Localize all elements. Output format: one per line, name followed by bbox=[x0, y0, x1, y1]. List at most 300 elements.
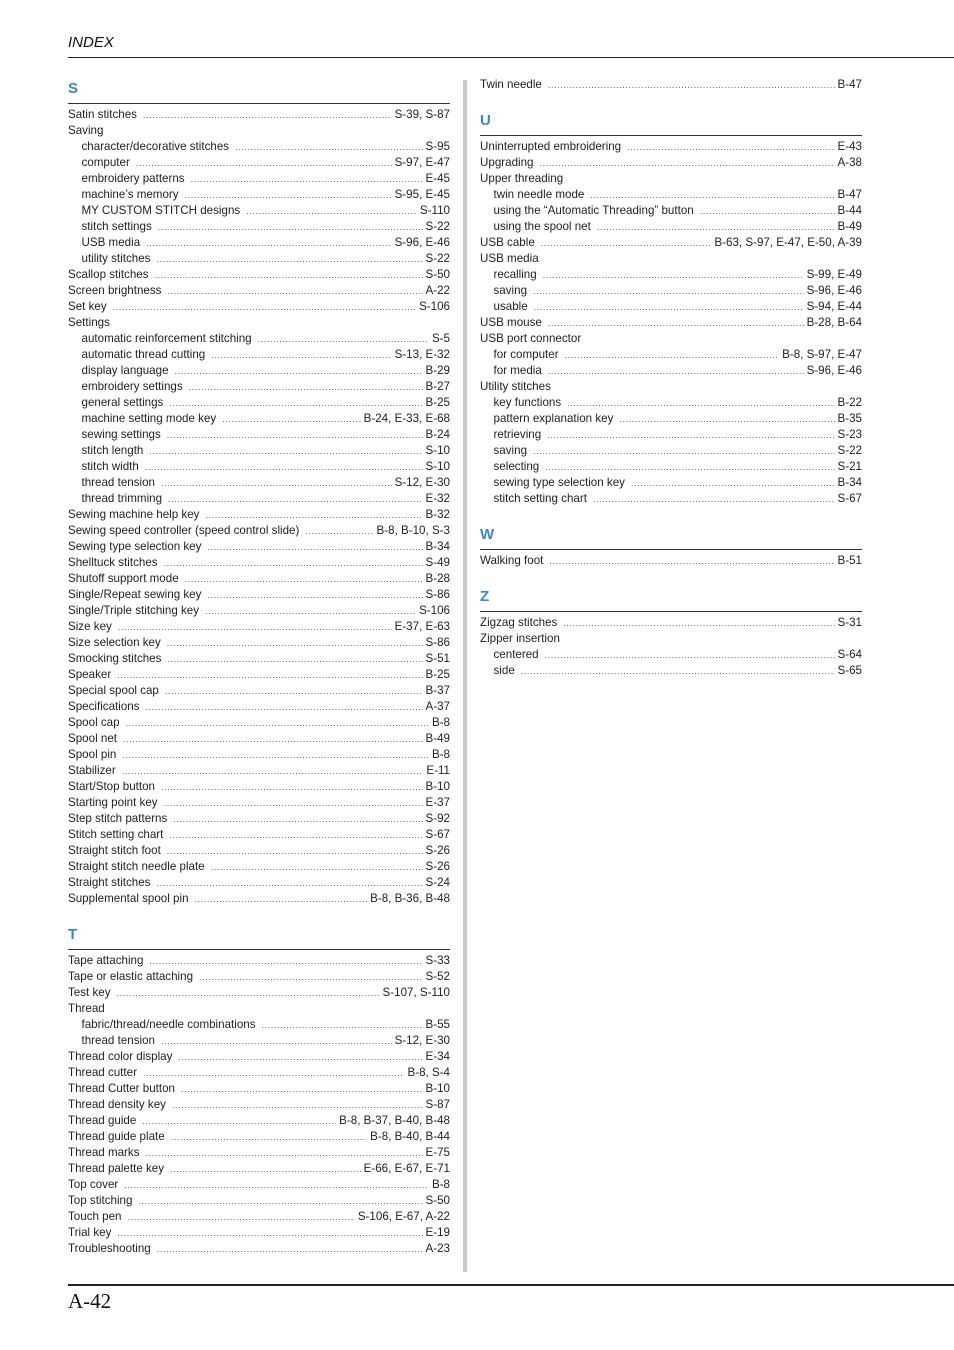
page-references: S-12, E-30 bbox=[394, 476, 450, 489]
dot-leader bbox=[155, 267, 423, 283]
index-term: pattern explanation key bbox=[493, 412, 614, 425]
index-term: thread tension bbox=[81, 1034, 155, 1047]
page-references: S-31 bbox=[837, 616, 862, 629]
page-references: B-34 bbox=[425, 540, 450, 553]
dot-leader bbox=[171, 1129, 367, 1145]
index-entry bbox=[68, 1129, 450, 1145]
index-term: Stabilizer bbox=[68, 764, 116, 777]
page-references: B-49 bbox=[425, 732, 450, 745]
index-term: USB port connector bbox=[480, 332, 582, 345]
page-references: E-66, E-67, E-71 bbox=[363, 1162, 450, 1175]
page-references: S-106 bbox=[419, 300, 450, 313]
page-references: B-32 bbox=[425, 508, 450, 521]
index-term: Uninterrupted embroidering bbox=[480, 140, 622, 153]
index-term: sewing settings bbox=[81, 428, 161, 441]
index-term: embroidery settings bbox=[81, 380, 183, 393]
section-letter: Z bbox=[480, 588, 490, 605]
index-term: Step stitch patterns bbox=[68, 812, 168, 825]
dot-leader bbox=[185, 187, 392, 203]
dot-leader bbox=[627, 139, 834, 155]
index-entry bbox=[68, 683, 450, 699]
index-entry bbox=[480, 331, 862, 347]
index-term: Special spool cap bbox=[68, 684, 159, 697]
index-term: Settings bbox=[68, 316, 110, 329]
index-entry bbox=[68, 1177, 450, 1193]
index-term: Sewing type selection key bbox=[68, 540, 202, 553]
page-references: S-23 bbox=[837, 428, 862, 441]
dot-leader bbox=[593, 491, 835, 507]
index-term: Sewing machine help key bbox=[68, 508, 200, 521]
index-entry bbox=[68, 843, 450, 859]
dot-leader bbox=[117, 985, 380, 1001]
dot-leader bbox=[631, 475, 835, 491]
page-references: B-28 bbox=[425, 572, 450, 585]
index-term: stitch settings bbox=[81, 220, 152, 233]
page-references: S-51 bbox=[425, 652, 450, 665]
index-subentry bbox=[68, 155, 450, 171]
dot-leader bbox=[541, 235, 712, 251]
page-references: S-95, E-45 bbox=[394, 188, 450, 201]
dot-leader bbox=[567, 395, 834, 411]
index-entry bbox=[68, 587, 450, 603]
index-subentry bbox=[480, 283, 862, 299]
index-entry bbox=[480, 379, 862, 395]
index-term: Twin needle bbox=[480, 78, 542, 91]
index-entry bbox=[68, 1081, 450, 1097]
index-term: selecting bbox=[493, 460, 540, 473]
dot-leader bbox=[164, 555, 423, 571]
index-entry bbox=[68, 299, 450, 315]
index-subentry bbox=[68, 1033, 450, 1049]
index-term: Satin stitches bbox=[68, 108, 137, 121]
index-term: Shelltuck stitches bbox=[68, 556, 158, 569]
index-subentry bbox=[68, 1017, 450, 1033]
index-entry bbox=[68, 283, 450, 299]
page-references: B-8 bbox=[431, 1178, 450, 1191]
page-references: S-87 bbox=[425, 1098, 450, 1111]
index-term: saving bbox=[493, 444, 528, 457]
index-entry bbox=[68, 107, 450, 123]
index-entry bbox=[68, 1097, 450, 1113]
index-subentry bbox=[480, 475, 862, 491]
page-references: S-26 bbox=[425, 860, 450, 873]
index-entry bbox=[68, 1113, 450, 1129]
index-term: Utility stitches bbox=[480, 380, 551, 393]
index-entry bbox=[68, 1241, 450, 1257]
page-references: S-96, E-46 bbox=[806, 284, 862, 297]
index-term: for computer bbox=[493, 348, 559, 361]
dot-leader bbox=[185, 571, 423, 587]
index-subentry bbox=[480, 647, 862, 663]
dot-leader bbox=[181, 1081, 423, 1097]
page-references: S-86 bbox=[425, 636, 450, 649]
index-entry bbox=[68, 1049, 450, 1065]
index-term: Trial key bbox=[68, 1226, 112, 1239]
dot-leader bbox=[146, 235, 391, 251]
index-entry bbox=[68, 1065, 450, 1081]
dot-leader bbox=[563, 615, 834, 631]
index-term: Smocking stitches bbox=[68, 652, 162, 665]
index-subentry bbox=[480, 347, 862, 363]
dot-leader bbox=[167, 635, 423, 651]
index-term: Single/Triple stitching key bbox=[68, 604, 200, 617]
index-entry bbox=[68, 555, 450, 571]
page-references: B-8, B-37, B-40, B-48 bbox=[339, 1114, 450, 1127]
page-references: S-22 bbox=[425, 220, 450, 233]
index-entry bbox=[68, 827, 450, 843]
page-references: S-65 bbox=[837, 664, 862, 677]
page-references: S-10 bbox=[425, 444, 450, 457]
dot-leader bbox=[113, 299, 416, 315]
index-term: Upgrading bbox=[480, 156, 534, 169]
index-term: Thread palette key bbox=[68, 1162, 165, 1175]
page-references: S-106, E-67, A-22 bbox=[357, 1210, 450, 1223]
page-references: B-47 bbox=[837, 78, 862, 91]
index-term: key functions bbox=[493, 396, 562, 409]
index-term: for media bbox=[493, 364, 542, 377]
index-subentry bbox=[480, 411, 862, 427]
dot-leader bbox=[169, 827, 422, 843]
column-separator bbox=[463, 80, 467, 1272]
index-term: Size selection key bbox=[68, 636, 161, 649]
page-references: B-24, E-33, E-68 bbox=[363, 412, 450, 425]
index-entry bbox=[68, 603, 450, 619]
index-entry bbox=[480, 171, 862, 187]
page-references: B-8 bbox=[431, 716, 450, 729]
dot-leader bbox=[191, 171, 423, 187]
page-references: B-37 bbox=[425, 684, 450, 697]
page-references: E-19 bbox=[425, 1226, 450, 1239]
dot-leader bbox=[540, 155, 835, 171]
dot-leader bbox=[305, 523, 373, 539]
dot-leader bbox=[235, 139, 422, 155]
index-entry bbox=[68, 859, 450, 875]
index-entry bbox=[68, 715, 450, 731]
dot-leader bbox=[124, 1177, 429, 1193]
index-term: Spool cap bbox=[68, 716, 120, 729]
dot-leader bbox=[149, 443, 422, 459]
page-references: S-13, E-32 bbox=[394, 348, 450, 361]
page-references: S-24 bbox=[425, 876, 450, 889]
page-references: B-25 bbox=[425, 396, 450, 409]
page-references: S-22 bbox=[425, 252, 450, 265]
dot-leader bbox=[258, 331, 429, 347]
page-references: B-8 bbox=[431, 748, 450, 761]
index-entry bbox=[68, 507, 450, 523]
page-references: S-39, S-87 bbox=[394, 108, 450, 121]
index-entry bbox=[68, 699, 450, 715]
index-term: Thread bbox=[68, 1002, 105, 1015]
index-term: utility stitches bbox=[81, 252, 151, 265]
index-term: Thread color display bbox=[68, 1050, 173, 1063]
index-entry bbox=[68, 953, 450, 969]
page-references: B-22 bbox=[837, 396, 862, 409]
dot-leader bbox=[136, 155, 392, 171]
index-term: saving bbox=[493, 284, 528, 297]
index-entry bbox=[480, 155, 862, 171]
index-entry bbox=[68, 795, 450, 811]
page-references: E-11 bbox=[426, 764, 450, 777]
page-references: S-96, E-46 bbox=[806, 364, 862, 377]
dot-leader bbox=[195, 891, 368, 907]
page-references: S-21 bbox=[837, 460, 862, 473]
index-subentry bbox=[480, 491, 862, 507]
page-references: B-55 bbox=[425, 1018, 450, 1031]
index-term: Straight stitch foot bbox=[68, 844, 161, 857]
index-term: Thread density key bbox=[68, 1098, 166, 1111]
index-subentry bbox=[68, 475, 450, 491]
index-entry bbox=[68, 123, 450, 139]
index-term: Specifications bbox=[68, 700, 140, 713]
index-term: retrieving bbox=[493, 428, 542, 441]
index-term: Straight stitch needle plate bbox=[68, 860, 205, 873]
dot-leader bbox=[143, 107, 392, 123]
page-references: S-52 bbox=[425, 970, 450, 983]
page-references: S-50 bbox=[425, 268, 450, 281]
page-references: E-34 bbox=[425, 1050, 450, 1063]
index-subentry bbox=[68, 411, 450, 427]
index-entry bbox=[68, 267, 450, 283]
index-term: Single/Repeat sewing key bbox=[68, 588, 202, 601]
index-term: Top stitching bbox=[68, 1194, 133, 1207]
dot-leader bbox=[205, 603, 416, 619]
page-references: S-12, E-30 bbox=[394, 1034, 450, 1047]
dot-leader bbox=[157, 1241, 423, 1257]
dot-leader bbox=[590, 187, 834, 203]
dot-leader bbox=[545, 647, 835, 663]
dot-leader bbox=[199, 969, 422, 985]
dot-leader bbox=[164, 795, 423, 811]
index-entry bbox=[480, 235, 862, 251]
index-entry bbox=[68, 779, 450, 795]
index-term: character/decorative stitches bbox=[81, 140, 230, 153]
index-term: embroidery patterns bbox=[81, 172, 185, 185]
index-subentry bbox=[68, 363, 450, 379]
dot-leader bbox=[549, 553, 834, 569]
dot-leader bbox=[548, 363, 804, 379]
dot-leader bbox=[123, 731, 423, 747]
index-term: Sewing speed controller (speed control slide) bbox=[68, 524, 300, 537]
index-entry bbox=[480, 553, 862, 569]
index-term: Thread guide plate bbox=[68, 1130, 165, 1143]
page-references: B-10 bbox=[425, 1082, 450, 1095]
index-term: Screen brightness bbox=[68, 284, 162, 297]
page-references: S-22 bbox=[837, 444, 862, 457]
index-term: Starting point key bbox=[68, 796, 158, 809]
section-letter: U bbox=[480, 112, 491, 129]
page-references: S-50 bbox=[425, 1194, 450, 1207]
index-term: sewing type selection key bbox=[493, 476, 625, 489]
index-term: Start/Stop button bbox=[68, 780, 156, 793]
index-term: using the spool net bbox=[493, 220, 591, 233]
page-references: B-27 bbox=[425, 380, 450, 393]
index-term: automatic reinforcement stitching bbox=[81, 332, 252, 345]
index-entry bbox=[480, 139, 862, 155]
index-term: Spool net bbox=[68, 732, 117, 745]
page-references: A-23 bbox=[425, 1242, 450, 1255]
index-subentry bbox=[68, 459, 450, 475]
index-entry bbox=[480, 631, 862, 647]
section-rule bbox=[68, 103, 450, 104]
dot-leader bbox=[222, 411, 360, 427]
index-term: Speaker bbox=[68, 668, 112, 681]
section-rule bbox=[480, 611, 862, 612]
index-entry bbox=[68, 875, 450, 891]
dot-leader bbox=[126, 715, 429, 731]
index-term: Straight stitches bbox=[68, 876, 151, 889]
index-term: Shutoff support mode bbox=[68, 572, 179, 585]
index-term: Zipper insertion bbox=[480, 632, 560, 645]
page-references: B-47 bbox=[837, 188, 862, 201]
dot-leader bbox=[122, 747, 429, 763]
index-subentry bbox=[480, 187, 862, 203]
section-letter: T bbox=[68, 926, 78, 943]
dot-leader bbox=[149, 953, 422, 969]
index-entry bbox=[68, 667, 450, 683]
index-term: Spool pin bbox=[68, 748, 117, 761]
dot-leader bbox=[168, 491, 422, 507]
page-references: B-28, B-64 bbox=[806, 316, 862, 329]
dot-leader bbox=[142, 1113, 336, 1129]
dot-leader bbox=[173, 811, 422, 827]
page-references: S-67 bbox=[837, 492, 862, 505]
index-entry bbox=[68, 315, 450, 331]
page-references: B-8, S-97, E-47 bbox=[782, 348, 862, 361]
dot-leader bbox=[189, 379, 423, 395]
index-subentry bbox=[480, 363, 862, 379]
index-term: general settings bbox=[81, 396, 164, 409]
index-term: Stitch setting chart bbox=[68, 828, 164, 841]
page-references: B-8, S-4 bbox=[407, 1066, 450, 1079]
index-term: stitch setting chart bbox=[493, 492, 587, 505]
dot-leader bbox=[565, 347, 780, 363]
dot-leader bbox=[207, 587, 422, 603]
index-term: Set key bbox=[68, 300, 107, 313]
page-number: A-42 bbox=[68, 1289, 112, 1313]
page-references: B-10 bbox=[425, 780, 450, 793]
dot-leader bbox=[700, 203, 835, 219]
dot-leader bbox=[547, 427, 834, 443]
index-column-left bbox=[68, 77, 450, 1257]
page-references: B-25 bbox=[425, 668, 450, 681]
index-term: centered bbox=[493, 648, 539, 661]
index-subentry bbox=[480, 219, 862, 235]
index-term: stitch length bbox=[81, 444, 144, 457]
index-subentry bbox=[480, 395, 862, 411]
index-subentry bbox=[68, 427, 450, 443]
page-references: S-10 bbox=[425, 460, 450, 473]
dot-leader bbox=[533, 443, 834, 459]
dot-leader bbox=[122, 763, 424, 779]
index-term: Tape attaching bbox=[68, 954, 144, 967]
index-term: machine’s memory bbox=[81, 188, 179, 201]
index-term: USB cable bbox=[480, 236, 535, 249]
index-subentry bbox=[480, 663, 862, 679]
index-entry bbox=[68, 651, 450, 667]
page-references: S-96, E-46 bbox=[394, 236, 450, 249]
index-term: usable bbox=[493, 300, 528, 313]
dot-leader bbox=[156, 251, 422, 267]
index-term: MY CUSTOM STITCH designs bbox=[81, 204, 241, 217]
index-entry bbox=[480, 77, 862, 93]
index-entry bbox=[68, 523, 450, 539]
index-entry bbox=[68, 1225, 450, 1241]
dot-leader bbox=[161, 779, 422, 795]
index-subentry bbox=[68, 331, 450, 347]
dot-leader bbox=[619, 411, 834, 427]
index-term: USB media bbox=[81, 236, 141, 249]
dot-leader bbox=[262, 1017, 423, 1033]
index-section bbox=[480, 93, 862, 507]
page-references: B-24 bbox=[425, 428, 450, 441]
index-subentry bbox=[480, 443, 862, 459]
index-term: Top cover bbox=[68, 1178, 119, 1191]
page-references: B-29 bbox=[425, 364, 450, 377]
section-letter: S bbox=[68, 80, 79, 97]
index-term: display language bbox=[81, 364, 169, 377]
dot-leader bbox=[143, 1065, 405, 1081]
dot-leader bbox=[597, 219, 835, 235]
page-references: S-94, E-44 bbox=[806, 300, 862, 313]
index-term: Thread Cutter button bbox=[68, 1082, 175, 1095]
index-entry bbox=[68, 811, 450, 827]
dot-leader bbox=[167, 651, 422, 667]
page-references: A-22 bbox=[425, 284, 450, 297]
section-rule bbox=[480, 549, 862, 550]
index-entry bbox=[68, 619, 450, 635]
page-references: B-63, S-97, E-47, E-50, A-39 bbox=[714, 236, 862, 249]
index-entry bbox=[68, 985, 450, 1001]
dot-leader bbox=[207, 539, 422, 555]
page-references: S-49 bbox=[425, 556, 450, 569]
page-references: B-34 bbox=[837, 476, 862, 489]
index-entry bbox=[68, 731, 450, 747]
index-subentry bbox=[480, 427, 862, 443]
dot-leader bbox=[169, 395, 422, 411]
index-term: Size key bbox=[68, 620, 112, 633]
dot-leader bbox=[161, 1033, 392, 1049]
dot-leader bbox=[165, 683, 423, 699]
dot-leader bbox=[117, 1225, 422, 1241]
page-references: S-107, S-110 bbox=[382, 986, 450, 999]
dot-leader bbox=[145, 459, 423, 475]
dot-leader bbox=[170, 1161, 361, 1177]
section-rule bbox=[68, 949, 450, 950]
dot-leader bbox=[175, 363, 423, 379]
index-term: Thread marks bbox=[68, 1146, 140, 1159]
page-references: B-44 bbox=[837, 204, 862, 217]
page-references: B-49 bbox=[837, 220, 862, 233]
index-subentry bbox=[68, 395, 450, 411]
index-subentry bbox=[68, 491, 450, 507]
index-subentry bbox=[480, 459, 862, 475]
page-references: S-33 bbox=[425, 954, 450, 967]
index-term: Upper threading bbox=[480, 172, 564, 185]
dot-leader bbox=[545, 459, 834, 475]
page-references: E-37 bbox=[425, 796, 450, 809]
dot-leader bbox=[211, 859, 423, 875]
index-term: twin needle mode bbox=[493, 188, 585, 201]
index-term: USB mouse bbox=[480, 316, 542, 329]
dot-leader bbox=[548, 77, 835, 93]
page-references: S-26 bbox=[425, 844, 450, 857]
index-term: recalling bbox=[493, 268, 537, 281]
index-subentry bbox=[68, 171, 450, 187]
dot-leader bbox=[533, 283, 804, 299]
index-subentry bbox=[68, 203, 450, 219]
running-header: INDEX bbox=[68, 34, 114, 51]
page-references: S-99, E-49 bbox=[806, 268, 862, 281]
